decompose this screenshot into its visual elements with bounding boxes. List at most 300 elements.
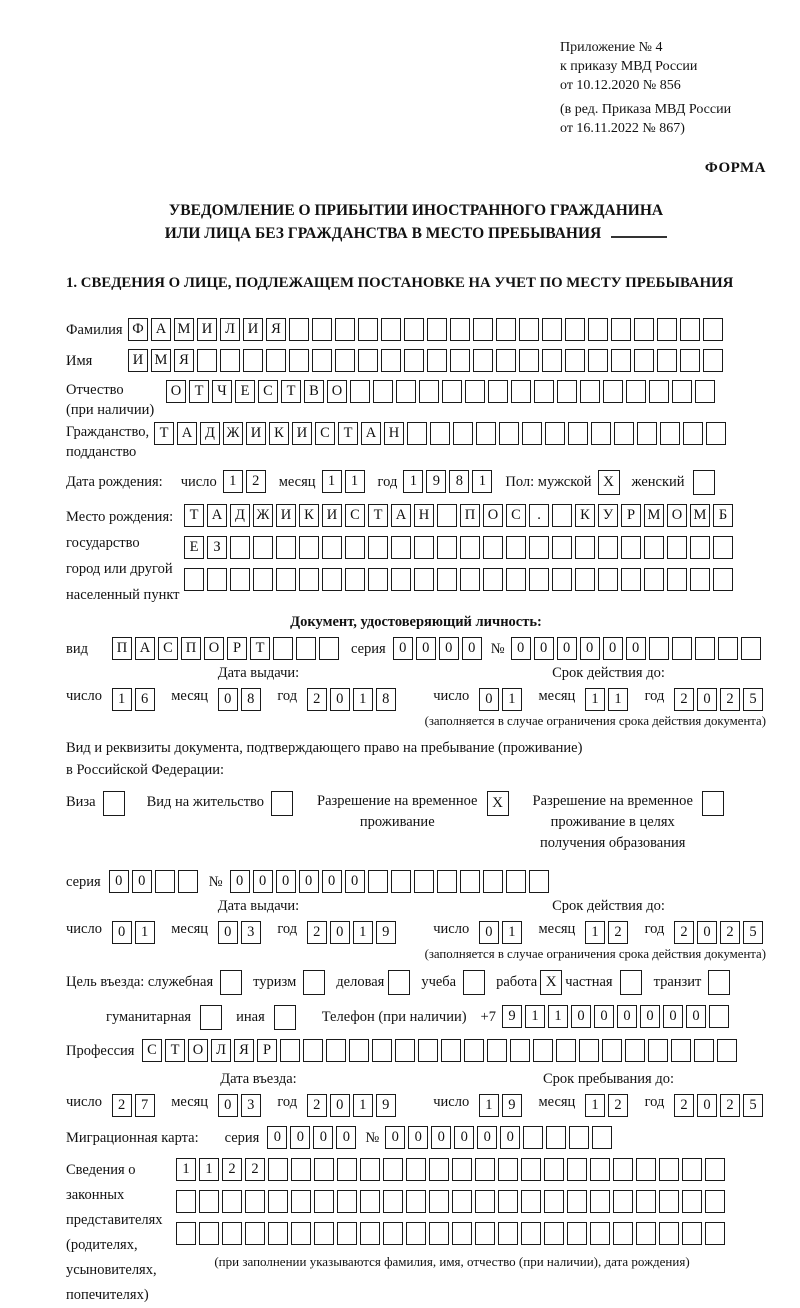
- char-cell[interactable]: [634, 318, 654, 341]
- char-cell[interactable]: [703, 349, 723, 372]
- char-cell[interactable]: 1: [525, 1005, 545, 1028]
- char-cell[interactable]: [671, 1039, 691, 1062]
- char-cell[interactable]: [319, 637, 339, 660]
- doc-valid-month-input[interactable]: [585, 688, 631, 711]
- char-cell[interactable]: [667, 536, 687, 559]
- permit-valid-month-input[interactable]: [585, 921, 631, 944]
- sex-male-checkbox[interactable]: X: [598, 470, 620, 495]
- char-cell[interactable]: 0: [580, 637, 600, 660]
- char-cell[interactable]: [176, 1222, 196, 1245]
- citizenship-input[interactable]: [154, 422, 729, 445]
- char-cell[interactable]: 1: [403, 470, 423, 493]
- char-cell[interactable]: [544, 1190, 564, 1213]
- char-cell[interactable]: 5: [743, 1094, 763, 1117]
- char-cell[interactable]: 3: [241, 1094, 261, 1117]
- char-cell[interactable]: [345, 568, 365, 591]
- char-cell[interactable]: [613, 1222, 633, 1245]
- char-cell[interactable]: [407, 422, 427, 445]
- char-cell[interactable]: [437, 568, 457, 591]
- residence-checkbox[interactable]: [271, 791, 293, 816]
- char-cell[interactable]: 0: [112, 921, 132, 944]
- char-cell[interactable]: 1: [472, 470, 492, 493]
- char-cell[interactable]: [450, 349, 470, 372]
- stay-month-input[interactable]: [585, 1094, 631, 1117]
- char-cell[interactable]: [488, 380, 508, 403]
- purpose-transit-checkbox[interactable]: [708, 970, 730, 995]
- char-cell[interactable]: 0: [330, 688, 350, 711]
- permit-issue-day-input[interactable]: [112, 921, 158, 944]
- char-cell[interactable]: [391, 568, 411, 591]
- char-cell[interactable]: 0: [218, 688, 238, 711]
- char-cell[interactable]: [349, 1039, 369, 1062]
- char-cell[interactable]: [523, 1126, 543, 1149]
- char-cell[interactable]: [381, 349, 401, 372]
- char-cell[interactable]: К: [299, 504, 319, 527]
- char-cell[interactable]: О: [667, 504, 687, 527]
- char-cell[interactable]: С: [158, 637, 178, 660]
- char-cell[interactable]: [475, 1158, 495, 1181]
- char-cell[interactable]: [506, 536, 526, 559]
- char-cell[interactable]: 0: [393, 637, 413, 660]
- char-cell[interactable]: [659, 1190, 679, 1213]
- purpose-tourism-checkbox[interactable]: [303, 970, 325, 995]
- char-cell[interactable]: 2: [608, 921, 628, 944]
- char-cell[interactable]: [199, 1190, 219, 1213]
- char-cell[interactable]: [690, 568, 710, 591]
- char-cell[interactable]: [591, 422, 611, 445]
- char-cell[interactable]: [437, 536, 457, 559]
- char-cell[interactable]: [414, 536, 434, 559]
- char-cell[interactable]: 2: [307, 1094, 327, 1117]
- char-cell[interactable]: 0: [253, 870, 273, 893]
- char-cell[interactable]: [483, 568, 503, 591]
- char-cell[interactable]: [314, 1158, 334, 1181]
- permit-issue-year-input[interactable]: [307, 921, 399, 944]
- char-cell[interactable]: [230, 568, 250, 591]
- stay-day-input[interactable]: [479, 1094, 525, 1117]
- char-cell[interactable]: 0: [109, 870, 129, 893]
- char-cell[interactable]: [222, 1190, 242, 1213]
- char-cell[interactable]: А: [177, 422, 197, 445]
- char-cell[interactable]: [634, 349, 654, 372]
- char-cell[interactable]: [383, 1190, 403, 1213]
- char-cell[interactable]: [322, 568, 342, 591]
- char-cell[interactable]: [580, 380, 600, 403]
- stay-year-input[interactable]: [674, 1094, 766, 1117]
- char-cell[interactable]: [621, 536, 641, 559]
- char-cell[interactable]: 2: [608, 1094, 628, 1117]
- char-cell[interactable]: [703, 318, 723, 341]
- char-cell[interactable]: М: [174, 318, 194, 341]
- char-cell[interactable]: [496, 349, 516, 372]
- char-cell[interactable]: Т: [250, 637, 270, 660]
- char-cell[interactable]: 0: [267, 1126, 287, 1149]
- char-cell[interactable]: [613, 1190, 633, 1213]
- char-cell[interactable]: [636, 1190, 656, 1213]
- char-cell[interactable]: [337, 1158, 357, 1181]
- char-cell[interactable]: 8: [449, 470, 469, 493]
- char-cell[interactable]: [358, 318, 378, 341]
- char-cell[interactable]: [659, 1222, 679, 1245]
- char-cell[interactable]: [176, 1190, 196, 1213]
- char-cell[interactable]: [648, 1039, 668, 1062]
- char-cell[interactable]: А: [391, 504, 411, 527]
- char-cell[interactable]: [625, 1039, 645, 1062]
- char-cell[interactable]: 0: [686, 1005, 706, 1028]
- char-cell[interactable]: [335, 349, 355, 372]
- char-cell[interactable]: Т: [281, 380, 301, 403]
- char-cell[interactable]: [312, 318, 332, 341]
- char-cell[interactable]: [592, 1126, 612, 1149]
- char-cell[interactable]: [391, 536, 411, 559]
- char-cell[interactable]: О: [327, 380, 347, 403]
- birth-day-input[interactable]: [223, 470, 269, 493]
- char-cell[interactable]: [529, 536, 549, 559]
- given-name-input[interactable]: [128, 349, 726, 372]
- char-cell[interactable]: 2: [307, 688, 327, 711]
- char-cell[interactable]: А: [207, 504, 227, 527]
- char-cell[interactable]: 0: [477, 1126, 497, 1149]
- char-cell[interactable]: [253, 568, 273, 591]
- rvp-checkbox[interactable]: X: [487, 791, 509, 816]
- permit-valid-day-input[interactable]: [479, 921, 525, 944]
- char-cell[interactable]: 1: [608, 688, 628, 711]
- char-cell[interactable]: [544, 1158, 564, 1181]
- char-cell[interactable]: [575, 536, 595, 559]
- char-cell[interactable]: 1: [322, 470, 342, 493]
- char-cell[interactable]: 2: [720, 921, 740, 944]
- char-cell[interactable]: [335, 318, 355, 341]
- char-cell[interactable]: А: [135, 637, 155, 660]
- purpose-official-checkbox[interactable]: [220, 970, 242, 995]
- char-cell[interactable]: 0: [345, 870, 365, 893]
- char-cell[interactable]: [672, 380, 692, 403]
- char-cell[interactable]: [381, 318, 401, 341]
- char-cell[interactable]: [220, 349, 240, 372]
- char-cell[interactable]: [588, 318, 608, 341]
- char-cell[interactable]: [660, 422, 680, 445]
- char-cell[interactable]: [404, 318, 424, 341]
- char-cell[interactable]: [383, 1222, 403, 1245]
- char-cell[interactable]: 6: [135, 688, 155, 711]
- char-cell[interactable]: [406, 1190, 426, 1213]
- char-cell[interactable]: [498, 1222, 518, 1245]
- char-cell[interactable]: [452, 1190, 472, 1213]
- char-cell[interactable]: [511, 380, 531, 403]
- char-cell[interactable]: 9: [502, 1005, 522, 1028]
- char-cell[interactable]: 0: [218, 1094, 238, 1117]
- char-cell[interactable]: [291, 1222, 311, 1245]
- char-cell[interactable]: 0: [479, 921, 499, 944]
- char-cell[interactable]: [680, 349, 700, 372]
- char-cell[interactable]: [498, 1158, 518, 1181]
- char-cell[interactable]: .: [529, 504, 549, 527]
- permit-issue-month-input[interactable]: [218, 921, 264, 944]
- char-cell[interactable]: 2: [222, 1158, 242, 1181]
- char-cell[interactable]: [483, 870, 503, 893]
- entry-year-input[interactable]: [307, 1094, 399, 1117]
- char-cell[interactable]: Ф: [128, 318, 148, 341]
- char-cell[interactable]: [414, 568, 434, 591]
- char-cell[interactable]: [706, 422, 726, 445]
- char-cell[interactable]: [529, 870, 549, 893]
- char-cell[interactable]: [289, 318, 309, 341]
- char-cell[interactable]: [178, 870, 198, 893]
- char-cell[interactable]: 0: [462, 637, 482, 660]
- char-cell[interactable]: [682, 1158, 702, 1181]
- doc-issue-day-input[interactable]: [112, 688, 158, 711]
- char-cell[interactable]: [430, 422, 450, 445]
- char-cell[interactable]: Я: [266, 318, 286, 341]
- char-cell[interactable]: 0: [571, 1005, 591, 1028]
- char-cell[interactable]: [667, 568, 687, 591]
- char-cell[interactable]: 2: [674, 921, 694, 944]
- char-cell[interactable]: [705, 1190, 725, 1213]
- char-cell[interactable]: [360, 1222, 380, 1245]
- char-cell[interactable]: [427, 349, 447, 372]
- birthplace-row1-input[interactable]: [184, 504, 736, 527]
- char-cell[interactable]: [565, 318, 585, 341]
- char-cell[interactable]: [460, 568, 480, 591]
- char-cell[interactable]: [672, 637, 692, 660]
- char-cell[interactable]: Н: [384, 422, 404, 445]
- char-cell[interactable]: [243, 349, 263, 372]
- char-cell[interactable]: З: [207, 536, 227, 559]
- char-cell[interactable]: Б: [713, 504, 733, 527]
- char-cell[interactable]: М: [644, 504, 664, 527]
- char-cell[interactable]: [636, 1158, 656, 1181]
- char-cell[interactable]: [442, 380, 462, 403]
- char-cell[interactable]: 1: [353, 921, 373, 944]
- char-cell[interactable]: [245, 1222, 265, 1245]
- char-cell[interactable]: 0: [626, 637, 646, 660]
- char-cell[interactable]: [303, 1039, 323, 1062]
- char-cell[interactable]: [368, 536, 388, 559]
- char-cell[interactable]: [418, 1039, 438, 1062]
- char-cell[interactable]: О: [204, 637, 224, 660]
- char-cell[interactable]: [197, 349, 217, 372]
- char-cell[interactable]: [155, 870, 175, 893]
- char-cell[interactable]: [590, 1158, 610, 1181]
- char-cell[interactable]: [657, 318, 677, 341]
- char-cell[interactable]: [590, 1190, 610, 1213]
- char-cell[interactable]: С: [315, 422, 335, 445]
- char-cell[interactable]: [476, 422, 496, 445]
- purpose-work-checkbox[interactable]: X: [540, 970, 562, 995]
- char-cell[interactable]: 1: [585, 688, 605, 711]
- char-cell[interactable]: [542, 318, 562, 341]
- char-cell[interactable]: 2: [720, 1094, 740, 1117]
- char-cell[interactable]: [611, 349, 631, 372]
- char-cell[interactable]: 0: [416, 637, 436, 660]
- char-cell[interactable]: [475, 1190, 495, 1213]
- char-cell[interactable]: [718, 637, 738, 660]
- char-cell[interactable]: 0: [500, 1126, 520, 1149]
- char-cell[interactable]: [682, 1190, 702, 1213]
- char-cell[interactable]: 0: [697, 921, 717, 944]
- char-cell[interactable]: И: [276, 504, 296, 527]
- char-cell[interactable]: 1: [112, 688, 132, 711]
- char-cell[interactable]: Ч: [212, 380, 232, 403]
- char-cell[interactable]: [498, 1190, 518, 1213]
- char-cell[interactable]: [460, 536, 480, 559]
- char-cell[interactable]: [519, 318, 539, 341]
- char-cell[interactable]: [391, 870, 411, 893]
- char-cell[interactable]: [705, 1222, 725, 1245]
- char-cell[interactable]: [542, 349, 562, 372]
- permit-number-input[interactable]: [230, 870, 552, 893]
- char-cell[interactable]: [568, 422, 588, 445]
- char-cell[interactable]: [268, 1158, 288, 1181]
- char-cell[interactable]: [682, 1222, 702, 1245]
- char-cell[interactable]: [603, 380, 623, 403]
- char-cell[interactable]: [453, 422, 473, 445]
- doc-issue-month-input[interactable]: [218, 688, 264, 711]
- char-cell[interactable]: [429, 1190, 449, 1213]
- char-cell[interactable]: 9: [502, 1094, 522, 1117]
- char-cell[interactable]: Н: [414, 504, 434, 527]
- char-cell[interactable]: [487, 1039, 507, 1062]
- char-cell[interactable]: [590, 1222, 610, 1245]
- char-cell[interactable]: 2: [720, 688, 740, 711]
- char-cell[interactable]: 0: [663, 1005, 683, 1028]
- char-cell[interactable]: Р: [227, 637, 247, 660]
- char-cell[interactable]: С: [506, 504, 526, 527]
- char-cell[interactable]: [575, 568, 595, 591]
- char-cell[interactable]: [611, 318, 631, 341]
- phone-input[interactable]: [502, 1005, 732, 1028]
- char-cell[interactable]: [690, 536, 710, 559]
- char-cell[interactable]: 0: [479, 688, 499, 711]
- char-cell[interactable]: В: [304, 380, 324, 403]
- char-cell[interactable]: Ж: [223, 422, 243, 445]
- char-cell[interactable]: Д: [200, 422, 220, 445]
- char-cell[interactable]: [579, 1039, 599, 1062]
- char-cell[interactable]: И: [128, 349, 148, 372]
- char-cell[interactable]: [360, 1190, 380, 1213]
- char-cell[interactable]: [546, 1126, 566, 1149]
- char-cell[interactable]: 1: [353, 1094, 373, 1117]
- char-cell[interactable]: [552, 568, 572, 591]
- char-cell[interactable]: [569, 1126, 589, 1149]
- char-cell[interactable]: [299, 536, 319, 559]
- char-cell[interactable]: 2: [112, 1094, 132, 1117]
- char-cell[interactable]: [694, 1039, 714, 1062]
- migcard-series-input[interactable]: [267, 1126, 359, 1149]
- char-cell[interactable]: 0: [290, 1126, 310, 1149]
- doc-series-input[interactable]: [393, 637, 485, 660]
- char-cell[interactable]: [565, 349, 585, 372]
- char-cell[interactable]: П: [112, 637, 132, 660]
- char-cell[interactable]: [717, 1039, 737, 1062]
- char-cell[interactable]: Л: [211, 1039, 231, 1062]
- char-cell[interactable]: [429, 1158, 449, 1181]
- char-cell[interactable]: Д: [230, 504, 250, 527]
- char-cell[interactable]: 1: [345, 470, 365, 493]
- char-cell[interactable]: Е: [235, 380, 255, 403]
- purpose-business-checkbox[interactable]: [388, 970, 410, 995]
- char-cell[interactable]: [184, 568, 204, 591]
- migcard-number-input[interactable]: [385, 1126, 615, 1149]
- char-cell[interactable]: 5: [743, 921, 763, 944]
- char-cell[interactable]: П: [181, 637, 201, 660]
- char-cell[interactable]: 1: [135, 921, 155, 944]
- char-cell[interactable]: Я: [174, 349, 194, 372]
- char-cell[interactable]: Т: [338, 422, 358, 445]
- char-cell[interactable]: [544, 1222, 564, 1245]
- char-cell[interactable]: [680, 318, 700, 341]
- char-cell[interactable]: [372, 1039, 392, 1062]
- char-cell[interactable]: [276, 568, 296, 591]
- char-cell[interactable]: [557, 380, 577, 403]
- purpose-private-checkbox[interactable]: [620, 970, 642, 995]
- char-cell[interactable]: [483, 536, 503, 559]
- char-cell[interactable]: [510, 1039, 530, 1062]
- char-cell[interactable]: 0: [640, 1005, 660, 1028]
- char-cell[interactable]: [395, 1039, 415, 1062]
- char-cell[interactable]: П: [460, 504, 480, 527]
- char-cell[interactable]: [314, 1222, 334, 1245]
- char-cell[interactable]: А: [151, 318, 171, 341]
- permit-series-input[interactable]: [109, 870, 201, 893]
- char-cell[interactable]: 5: [743, 688, 763, 711]
- char-cell[interactable]: [657, 349, 677, 372]
- char-cell[interactable]: [427, 318, 447, 341]
- char-cell[interactable]: [522, 422, 542, 445]
- char-cell[interactable]: 0: [330, 1094, 350, 1117]
- char-cell[interactable]: [598, 568, 618, 591]
- char-cell[interactable]: [567, 1158, 587, 1181]
- char-cell[interactable]: 0: [594, 1005, 614, 1028]
- visa-checkbox[interactable]: [103, 791, 125, 816]
- char-cell[interactable]: [358, 349, 378, 372]
- doc-type-input[interactable]: [112, 637, 342, 660]
- char-cell[interactable]: 0: [322, 870, 342, 893]
- char-cell[interactable]: [406, 1158, 426, 1181]
- char-cell[interactable]: [496, 318, 516, 341]
- char-cell[interactable]: [649, 637, 669, 660]
- char-cell[interactable]: [299, 568, 319, 591]
- char-cell[interactable]: 0: [313, 1126, 333, 1149]
- char-cell[interactable]: [360, 1158, 380, 1181]
- char-cell[interactable]: [567, 1190, 587, 1213]
- char-cell[interactable]: И: [243, 318, 263, 341]
- char-cell[interactable]: 2: [674, 688, 694, 711]
- doc-valid-day-input[interactable]: [479, 688, 525, 711]
- char-cell[interactable]: [280, 1039, 300, 1062]
- char-cell[interactable]: [452, 1222, 472, 1245]
- char-cell[interactable]: 8: [376, 688, 396, 711]
- char-cell[interactable]: 0: [299, 870, 319, 893]
- char-cell[interactable]: 0: [385, 1126, 405, 1149]
- char-cell[interactable]: [659, 1158, 679, 1181]
- char-cell[interactable]: [368, 568, 388, 591]
- char-cell[interactable]: У: [598, 504, 618, 527]
- doc-issue-year-input[interactable]: [307, 688, 399, 711]
- char-cell[interactable]: [545, 422, 565, 445]
- char-cell[interactable]: 1: [176, 1158, 196, 1181]
- char-cell[interactable]: 0: [617, 1005, 637, 1028]
- char-cell[interactable]: [406, 1222, 426, 1245]
- char-cell[interactable]: [552, 504, 572, 527]
- char-cell[interactable]: [337, 1190, 357, 1213]
- char-cell[interactable]: [268, 1190, 288, 1213]
- char-cell[interactable]: И: [197, 318, 217, 341]
- char-cell[interactable]: [199, 1222, 219, 1245]
- char-cell[interactable]: [695, 637, 715, 660]
- char-cell[interactable]: [322, 536, 342, 559]
- char-cell[interactable]: М: [690, 504, 710, 527]
